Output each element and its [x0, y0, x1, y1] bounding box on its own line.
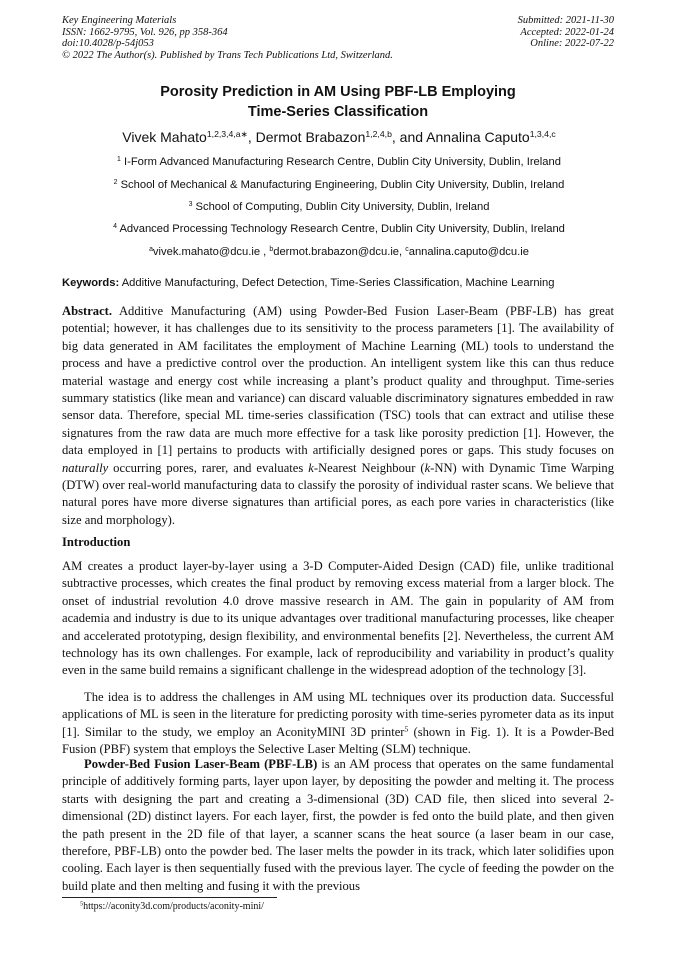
author-superscript: 1,2,3,4,a∗: [206, 129, 248, 140]
footnote-marker: 5: [404, 724, 409, 734]
dates-header: [518, 15, 614, 50]
affiliation-1: [30, 155, 648, 169]
submitted-date: Submitted: 2021-11-30: [517, 15, 614, 26]
keywords-text: Additive Manufacturing, Defect Detection, Time-Series Classification, Machine Learning: [119, 277, 555, 289]
paragraph-text: is an AM process that operates on the same fundamental principle of additively forming parts, layer upon layer, by depositing the powder and melting it. The process starts with designing the part and creating a 3-dimensional (3D) CAD file, then sliced into several 2-dimensional (2D) distinct layers. For each layer, first, the powder is fed onto the build plate, and then given the path present in the 2D file of that layer, a scanner scans the heat source (a laser beam in our case, therefore, PBF-LB) onto the powder bed. The laser melts the powder in its track, which later solidifies upon cooling. Each layer is then sequentially fused with the previous layer. The cycle of feeding the powder on the build plate and then melting and fusing it with the previous: [62, 757, 614, 893]
footnote-divider: [62, 897, 277, 898]
footnote-link[interactable]: https://aconity3d.com/products/aconity-mini/: [83, 901, 264, 912]
keywords-line: [62, 276, 622, 290]
journal-doi: doi:10.4028/p-54j053: [62, 38, 154, 49]
paragraph-run-in-heading: Powder-Bed Fusion Laser-Beam (PBF-LB): [84, 757, 318, 771]
abstract-label: Abstract.: [62, 304, 113, 318]
journal-name: Key Engineering Materials: [62, 15, 177, 26]
affiliation-text: School of Mechanical & Manufacturing Engineering, Dublin City University, Dublin, Ireland: [117, 179, 565, 191]
accepted-date: Accepted: 2022-01-24: [520, 26, 614, 38]
affiliation-number: 3: [188, 201, 193, 209]
abstract-emphasis: k: [424, 460, 431, 475]
author-emails: [30, 245, 648, 259]
footnote-number: 5: [80, 900, 84, 908]
email-address: annalina.caputo@dcu.ie: [408, 246, 529, 258]
author-name: Vivek Mahato: [122, 129, 207, 145]
email-address: dermot.brabazon@dcu.ie,: [273, 246, 406, 258]
affiliation-text: Advanced Processing Technology Research Centre, Dublin City University, Dublin, Ireland: [116, 223, 565, 235]
abstract-text: -Nearest Neighbour (: [313, 460, 425, 475]
online-date: Online: 2022-07-22: [530, 38, 614, 49]
affiliation-text: School of Computing, Dublin City University, Dublin, Ireland: [192, 201, 490, 213]
keywords-label: Keywords:: [62, 277, 120, 289]
author-superscript: 1,3,4,c: [529, 129, 556, 140]
author-superscript: 1,2,4,b: [365, 129, 392, 140]
intro-paragraph-1: AM creates a product layer-by-layer using a 3-D Computer-Aided Design (CAD) file, unlike traditional subtractive processes, which creates the final product by removing excess material from a larger block. The onset of industrial revolution 4.0 drove massive research in AM. The gain in popularity of AM from academia and industry is due to its unique advantages over traditional manufacturing processes, like cheaper and accelerated prototyping, design flexibility, and environmental benefits [2]. Nevertheless, the current AM technology has its own challenges. For example, lack of reproducibility and variability in product’s quality even in the same build remains a significant challenge in the widespread adoption of the technology [3].: [62, 559, 614, 678]
section-heading: Introduction: [62, 535, 131, 549]
email-address: vivek.mahato@dcu.ie ,: [152, 246, 270, 258]
affiliation-text: I-Form Advanced Manufacturing Research Centre, Dublin City University, Dublin, Ireland: [120, 156, 561, 168]
abstract-emphasis: naturally: [62, 460, 109, 475]
paper-title: [62, 82, 614, 122]
author-name: , and Annalina Caputo: [391, 129, 530, 145]
email-marker: b: [269, 246, 274, 254]
copyright-line: © 2022 The Author(s). Published by Trans Tech Publications Ltd, Switzerland.: [62, 49, 393, 61]
intro-paragraph-2: [62, 689, 614, 759]
email-marker: c: [405, 246, 409, 254]
title-line-2: Time-Series Classification: [247, 104, 429, 120]
paragraph-text: (shown in Fig. 1). It is a Powder-Bed Fusion (PBF) system that employs the Selective Laser Melting (SLM) technique.: [62, 724, 614, 757]
affiliation-number: 4: [113, 223, 117, 231]
abstract-text: occurring pores, rarer, and evaluates: [108, 460, 309, 475]
journal-issn: ISSN: 1662-9795, Vol. 926, pp 358-364: [62, 26, 228, 38]
title-line-1: Porosity Prediction in AM Using PBF-LB Employing: [160, 84, 516, 100]
affiliation-number: 1: [117, 156, 121, 164]
affiliation-number: 2: [113, 179, 118, 187]
abstract-text: -NN) with Dynamic Time Warping (DTW) over real-world manufacturing data to classify the porosity of individual raster scans. We believe that natural pores have more diverse signatures than artificial pores, as each pore varies in characteristics (like size and morphology).: [62, 460, 615, 527]
abstract-emphasis: k: [308, 460, 314, 475]
affiliation-3: [30, 200, 648, 214]
abstract-text: Additive Manufacturing (AM) using Powder-Bed Fusion Laser-Beam (PBF-LB) has great potential; however, it has challenges due to its sensitivity to the process parameters [1]. The availability of big data generated in AM facilitates the employment of Machine Learning (ML) tools to understand the process and have a predictive control over the production. An intelligent system like this can thus reduce material wastage and energy cost while increasing a plant’s product quality and throughput. Time-series summary statistics (like mean and variance) can discard valuable discriminatory signatures embedded in raw sensor data. Therefore, special ML time-series classification (TSC) tools that can extract and utilise these signatures from the raw data are much more effective for a task like porosity prediction [1]. However, the data employed in [1] pertains to products with artificially designed pores or gaps. This study focuses on: [62, 304, 614, 458]
footnote: [80, 901, 264, 913]
affiliation-4: [30, 222, 648, 236]
intro-paragraph-3: [62, 756, 614, 895]
author-name: , Dermot Brabazon: [247, 129, 366, 145]
abstract-paragraph: [62, 303, 614, 529]
journal-header: [62, 15, 393, 61]
author-list: [40, 128, 638, 146]
email-marker: a: [149, 246, 153, 254]
affiliation-2: [30, 178, 648, 192]
paragraph-text: The idea is to address the challenges in AM using ML techniques over its production data. Successful applications of ML is seen in the literature for predicting porosity with time-series pyrometer data as its input [1]. Similar to the study, we employ an AconityMINI 3D printer: [62, 690, 614, 739]
